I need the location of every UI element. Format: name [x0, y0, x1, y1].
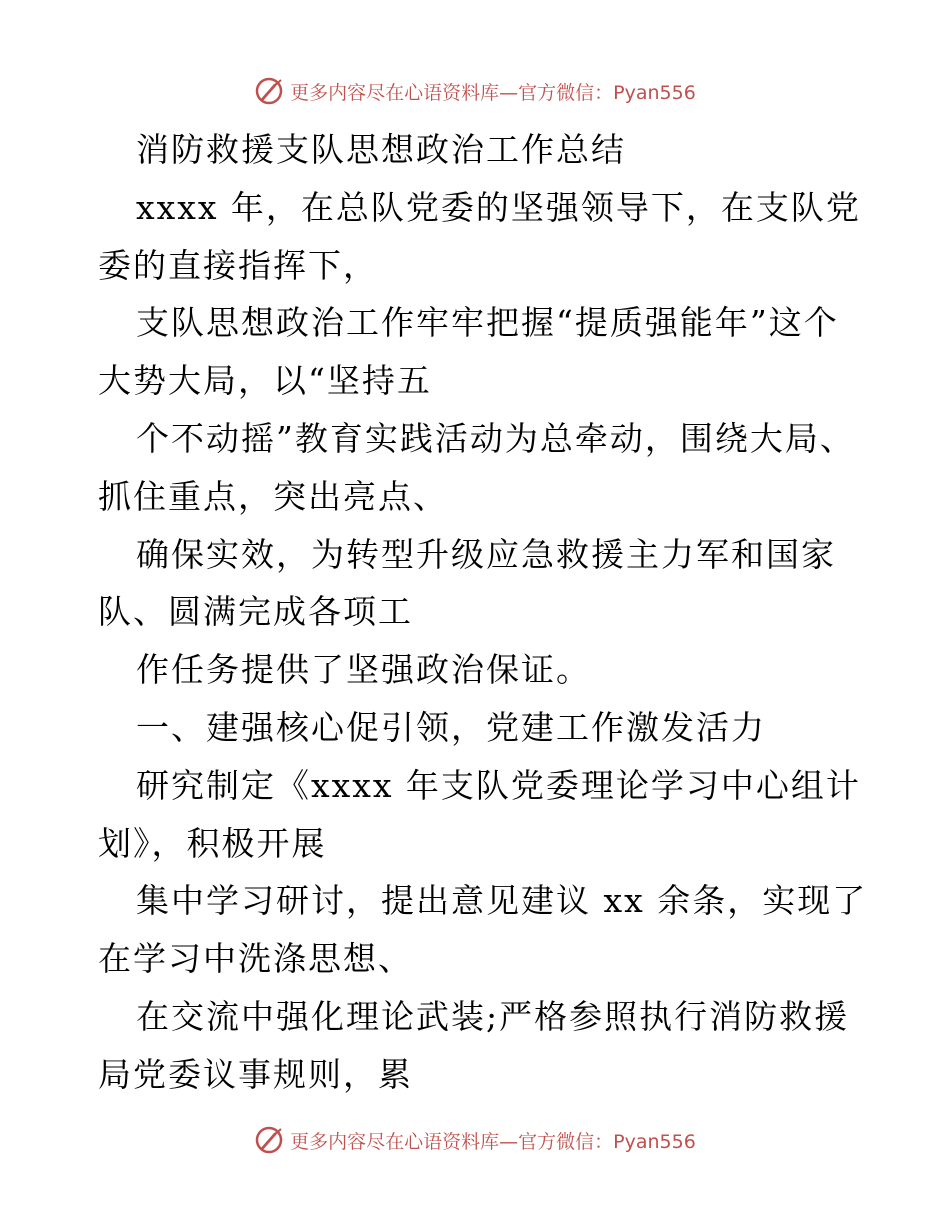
document-line: 大势大局，以“坚持五	[98, 361, 432, 401]
document-line: 消防救援支队思想政治工作总结	[136, 130, 626, 169]
watermark-text: 更多内容尽在心语资料库	[290, 1130, 500, 1153]
watermark-text: 更多内容尽在心语资料库	[290, 81, 500, 104]
quill-pen-logo-icon	[254, 1125, 284, 1155]
watermark-contact: —官方微信：Pyan556	[499, 1130, 696, 1153]
document-line: 在交流中强化理论武装;严格参照执行消防救援	[136, 997, 850, 1036]
document-line: 集中学习研讨，提出意见建议 xx 余条，实现了	[136, 881, 868, 921]
document-line: 委的直接指挥下，	[98, 245, 378, 285]
document-line: 作任务提供了坚强政治保证。	[136, 650, 591, 690]
footer-watermark	[0, 1122, 950, 1158]
document-line: 一、建强核心促引领，党建工作激发活力	[136, 708, 766, 747]
watermark-contact: —官方微信：Pyan556	[499, 81, 696, 104]
document-line: 在学习中洗涤思想、	[98, 939, 413, 979]
document-line: 确保实效，为转型升级应急救援主力军和国家	[136, 534, 836, 574]
quill-pen-logo-icon	[254, 76, 284, 106]
header-watermark	[0, 73, 950, 109]
document-line: 划》，积极开展	[98, 823, 327, 863]
document-line: 研究制定《xxxx 年支队党委理论学习中心组计	[136, 765, 861, 805]
document-line: 抓住重点，突出亮点、	[98, 476, 448, 516]
document-line: 个不动摇”教育实践活动为总牵动，围绕大局、	[136, 419, 855, 458]
document-line: xxxx 年，在总队党委的坚强领导下，在支队党	[136, 187, 861, 227]
document-body	[0, 118, 950, 1108]
document-line: 局党委议事规则，累	[98, 1054, 413, 1094]
document-line: 支队思想政治工作牢牢把握“提质强能年”这个	[136, 303, 839, 343]
document-line: 队、圆满完成各项工	[98, 592, 413, 632]
